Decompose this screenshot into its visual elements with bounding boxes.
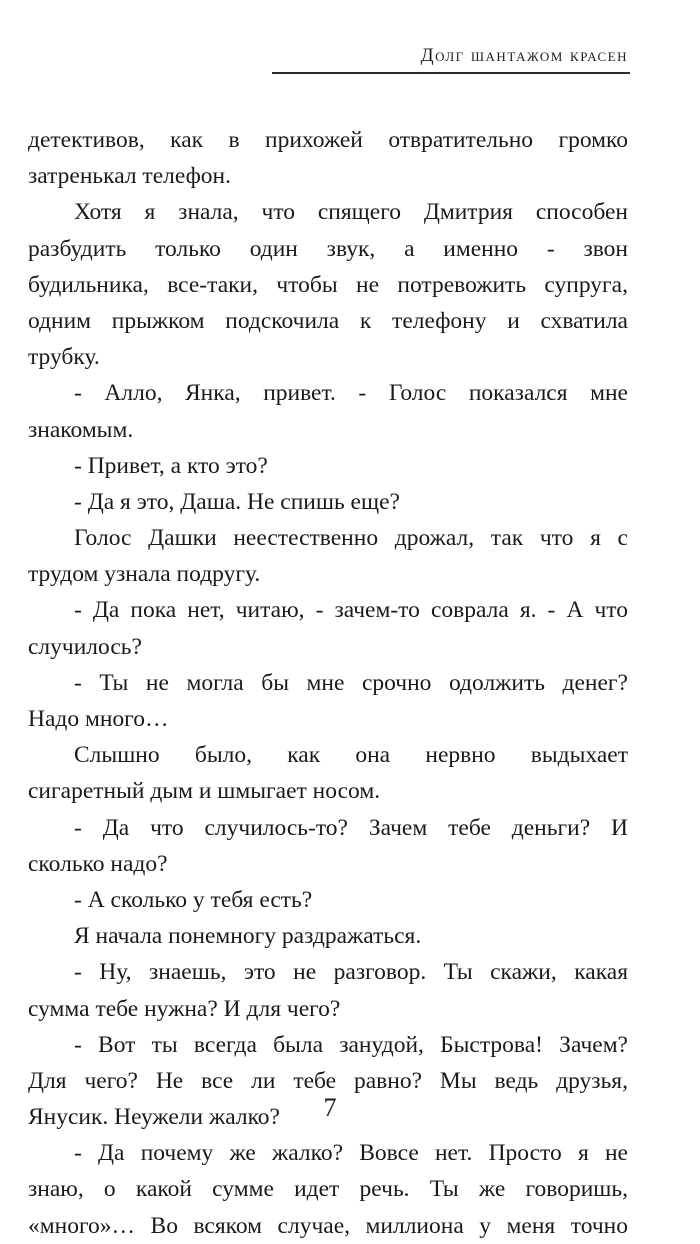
- text-line: - Вот ты всегда была занудой, Быстрова! Зачем?: [74, 1031, 628, 1058]
- text-line: - Ты не могла бы мне срочно одолжить денег?: [74, 669, 628, 696]
- text-line: сигаретный дым и шмыгает носом.: [28, 778, 381, 805]
- text-line: одним прыжком подскочила к телефону и схватила: [28, 307, 628, 334]
- text-line: - Да я это, Даша. Не спишь еще?: [74, 488, 400, 515]
- text-line: Надо много…: [28, 706, 169, 732]
- running-head: Долг шантажом красен: [420, 45, 628, 66]
- text-line: Слышно было, как она нервно выдыхает: [74, 742, 628, 769]
- text-line: будильника, все-таки, чтобы не потревожить супруга,: [28, 271, 628, 298]
- text-line: знакомым.: [28, 416, 134, 443]
- text-line: Голос Дашки неестественно дрожал, так что я с: [74, 525, 628, 552]
- text-line: Я начала понемногу раздражаться.: [74, 923, 422, 950]
- text-line: разбудить только один звук, а именно - звон: [28, 235, 628, 262]
- text-line: «много»… Во всяком случае, миллиона у меня точно: [28, 1212, 628, 1239]
- text-line: сумма тебе нужна? И для чего?: [28, 995, 341, 1022]
- text-line: - Да что случилось-то? Зачем тебе деньги? И: [74, 814, 628, 841]
- text-line: Для чего? Не все ли тебе равно? Мы ведь друзья,: [28, 1067, 628, 1094]
- text-line: Янусик. Неужели жалко?: [28, 1104, 280, 1131]
- page-body: [28, 122, 628, 1244]
- text-line: знаю, о какой сумме идет речь. Ты же говоришь,: [28, 1176, 628, 1203]
- header-rule: [272, 72, 630, 74]
- text-line: - Да пока нет, читаю, - зачем-то соврала я. - А что: [74, 597, 628, 624]
- text-line: - Ну, знаешь, это не разговор. Ты скажи, какая: [74, 959, 628, 986]
- text-line: случилось?: [28, 633, 142, 660]
- text-line: трубку.: [28, 344, 100, 371]
- text-line: сколько надо?: [28, 850, 168, 877]
- text-line: затренькал телефон.: [28, 163, 232, 190]
- text-line: Хотя я знала, что спящего Дмитрия способен: [74, 199, 628, 226]
- text-line: - Да почему же жалко? Вовсе нет. Просто я не: [74, 1140, 628, 1167]
- text-line: трудом узнала подругу.: [28, 561, 261, 588]
- text-line: - Привет, а кто это?: [74, 452, 268, 479]
- page-number: 7: [323, 1093, 337, 1122]
- text-line: детективов, как в прихожей отвратительно громко: [28, 127, 628, 153]
- text-line: - Алло, Янка, привет. - Голос показался мне: [74, 380, 628, 407]
- text-line: - А сколько у тебя есть?: [74, 886, 313, 913]
